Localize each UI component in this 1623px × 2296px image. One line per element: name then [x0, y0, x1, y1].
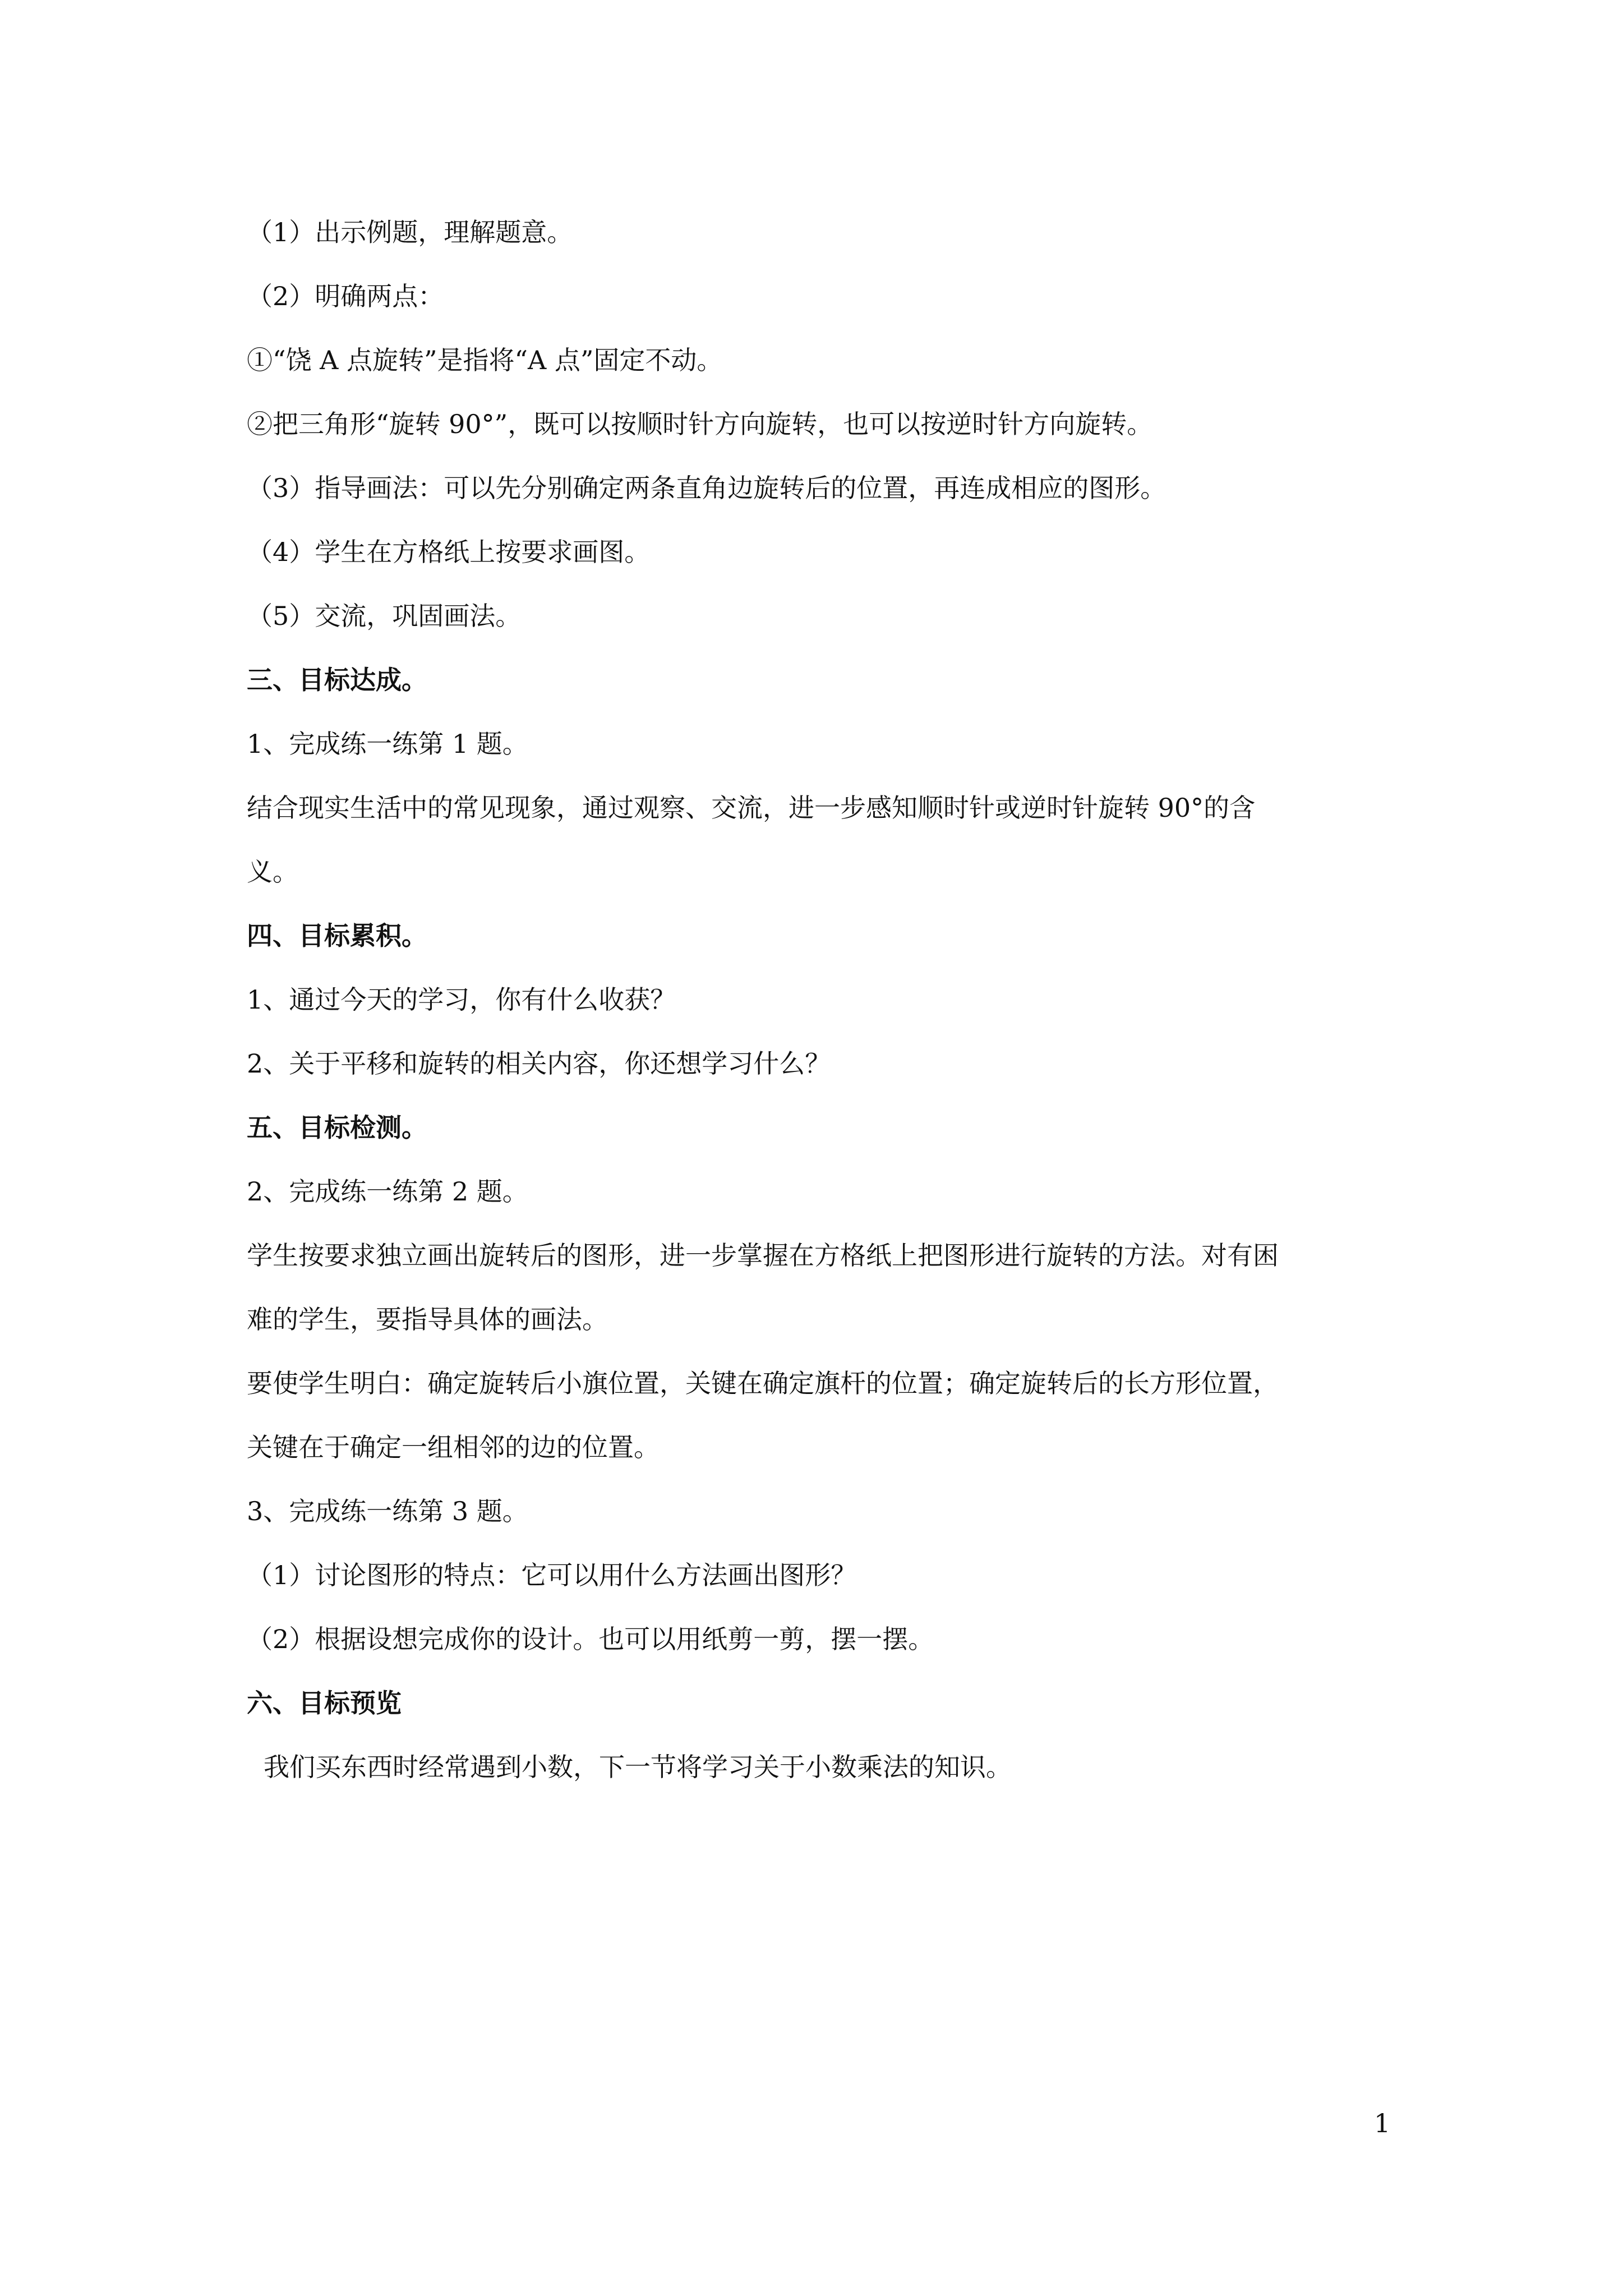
paragraph-independent-drawing: [247, 1236, 1391, 1338]
step-4-draw-on-grid: （4）学生在方格纸上按要求画图。: [247, 537, 651, 567]
paragraph-line: 学生按要求独立画出旋转后的图形，进一步掌握在方格纸上把图形进行旋转的方法。对有困: [247, 1240, 1279, 1271]
exercise-3-part-2: （2）根据设想完成你的设计。也可以用纸剪一剪，摆一摆。: [247, 1624, 934, 1654]
paragraph-real-life-rotation: [247, 789, 1391, 891]
paragraph-line: 难的学生，要指导具体的画法。: [247, 1304, 608, 1335]
exercise-3: 3、完成练一练第 3 题。: [247, 1496, 528, 1526]
paragraph-line: 关键在于确定一组相邻的边的位置。: [247, 1432, 660, 1462]
exercise-2: 2、完成练一练第 2 题。: [247, 1176, 528, 1207]
section-heading-goal-test: 五、目标检测。: [247, 1112, 427, 1143]
page-number: 1: [1374, 2108, 1391, 2138]
point-2-rotation-direction: ②把三角形“旋转 90°”，既可以按顺时针方向旋转，也可以按逆时针方向旋转。: [247, 409, 1153, 439]
section-heading-goal-achieved: 三、目标达成。: [247, 665, 427, 695]
paragraph-line: 结合现实生活中的常见现象，通过观察、交流，进一步感知顺时针或逆时针旋转 90°的含: [247, 793, 1256, 823]
paragraph-line: 义。: [247, 857, 298, 887]
exercise-3-part-1: （1）讨论图形的特点：它可以用什么方法画出图形？: [247, 1560, 857, 1590]
step-2-two-points: （2）明确两点：: [247, 281, 444, 311]
document-body: [247, 213, 1391, 1812]
step-1-show-example: （1）出示例题，理解题意。: [247, 217, 573, 247]
question-want-to-learn: 2、关于平移和旋转的相关内容，你还想学习什么？: [247, 1048, 831, 1079]
step-3-drawing-guide: （3）指导画法：可以先分别确定两条直角边旋转后的位置，再连成相应的图形。: [247, 473, 1166, 503]
point-1-fixed-point: ①“饶 A 点旋转”是指将“A 点”固定不动。: [247, 345, 723, 375]
question-harvest: 1、通过今天的学习，你有什么收获？: [247, 984, 676, 1015]
paragraph-line: 要使学生明白：确定旋转后小旗位置，关键在确定旗杆的位置；确定旋转后的长方形位置，: [247, 1368, 1279, 1398]
paragraph-key-points: [247, 1364, 1391, 1466]
section-heading-goal-accumulate: 四、目标累积。: [247, 921, 427, 951]
section-heading-goal-preview: 六、目标预览: [247, 1688, 402, 1718]
exercise-1: 1、完成练一练第 1 题。: [247, 729, 528, 759]
preview-text: 我们买东西时经常遇到小数，下一节将学习关于小数乘法的知识。: [264, 1752, 1012, 1782]
step-5-exchange: （5）交流，巩固画法。: [247, 601, 522, 631]
